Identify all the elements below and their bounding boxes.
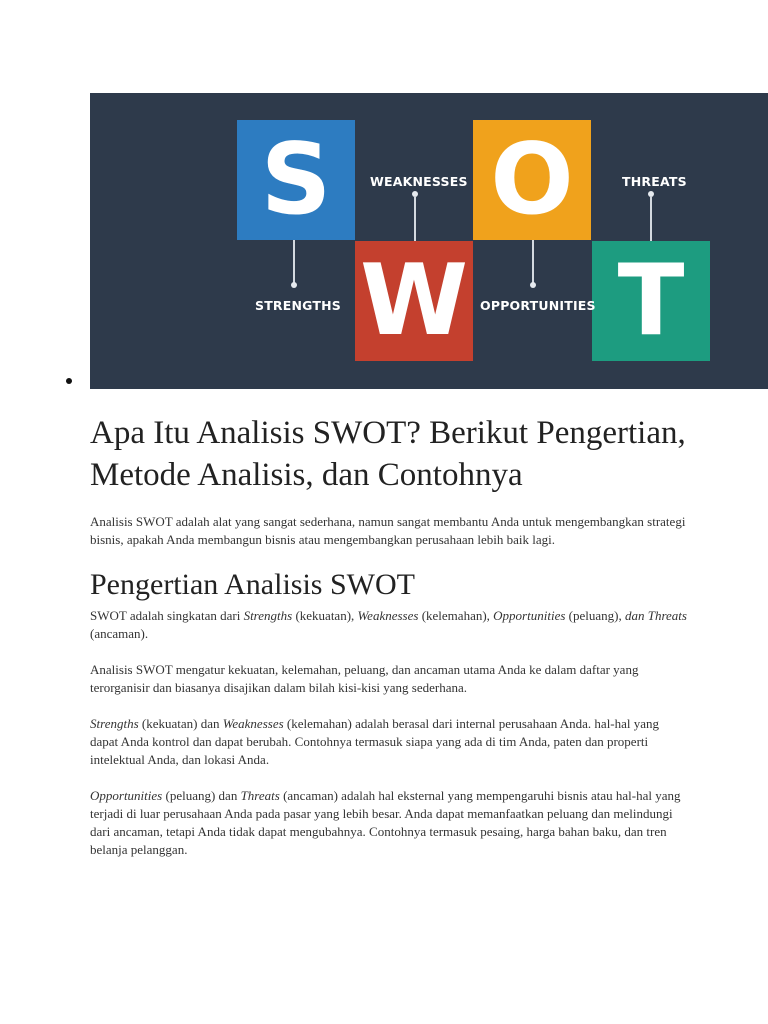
paragraph-internal-factors: Strengths (kekuatan) dan Weaknesses (kelemahan) adalah berasal dari internal perusahaan Anda. hal-hal yang dapat Anda kontrol dan dapat berubah. Contohnya termasuk siapa yang ada di tim Anda, paten dan properti intelektual Anda, dan lokasi Anda.: [90, 716, 660, 767]
swot-letter-w: W: [359, 244, 469, 358]
term-dan-threats: dan Threats: [624, 608, 687, 623]
term-strengths: Strengths: [243, 608, 293, 623]
label-opportunities: OPPORTUNITIES: [480, 298, 596, 313]
label-weaknesses: WEAKNESSES: [370, 174, 468, 189]
swot-tile-t: [592, 241, 710, 361]
term-strengths: Strengths: [90, 716, 139, 731]
swot-tile-s: [237, 120, 355, 240]
connector-dot-strengths: [291, 282, 297, 288]
paragraph-swot-definition: SWOT adalah singkatan dari Strengths (kekuatan), Weaknesses (kelemahan), Opportunities (peluang), dan Threats (ancaman).: [90, 608, 687, 641]
swot-letter-s: S: [260, 123, 332, 237]
connector-line-weaknesses: [414, 197, 416, 241]
connector-line-threats: [650, 197, 652, 241]
paragraph-swot-organization: Analisis SWOT mengatur kekuatan, kelemahan, peluang, dan ancaman utama Anda ke dalam daftar yang terorganisir dan biasanya disajikan dalam bilah kisi-kisi yang sederhana.: [90, 662, 639, 695]
swot-letter-t: T: [617, 244, 685, 358]
article-content: [90, 412, 690, 859]
term-weaknesses: Weaknesses: [222, 716, 284, 731]
section-heading: Pengertian Analisis SWOT: [90, 568, 415, 601]
label-threats: THREATS: [622, 174, 687, 189]
term-threats: Threats: [240, 788, 280, 803]
list-bullet: [66, 378, 72, 384]
label-strengths: STRENGTHS: [255, 298, 341, 313]
connector-dot-opportunities: [530, 282, 536, 288]
connector-line-strengths: [293, 240, 295, 284]
swot-letter-o: O: [490, 123, 574, 237]
swot-tile-o: [473, 120, 591, 240]
swot-banner-image: [90, 93, 768, 389]
connector-line-opportunities: [532, 240, 534, 284]
swot-tile-w: [355, 241, 473, 361]
article-title: Apa Itu Analisis SWOT? Berikut Pengertian, Metode Analisis, dan Contohnya: [90, 415, 686, 493]
term-weaknesses: Weaknesses: [357, 608, 419, 623]
term-opportunities: Opportunities: [90, 788, 163, 803]
paragraph-external-factors: Opportunities (peluang) dan Threats (ancaman) adalah hal eksternal yang mempengaruhi bisnis atau hal-hal yang terjadi di luar perusahaan Anda pada pasar yang lebih besar. Anda dapat memanfaatkan peluang dan melindungi dari ancaman, tetapi Anda tidak dapat mengubahnya. Contohnya termasuk pesaing, harga bahan baku, dan tren belanja pelanggan.: [90, 788, 681, 857]
article-intro: Analisis SWOT adalah alat yang sangat sederhana, namun sangat membantu Anda untuk mengembangkan strategi bisnis, apakah Anda membangun bisnis atau mengembangkan perusahaan lebih baik lagi.: [90, 514, 686, 547]
term-opportunities: Opportunities: [493, 608, 566, 623]
